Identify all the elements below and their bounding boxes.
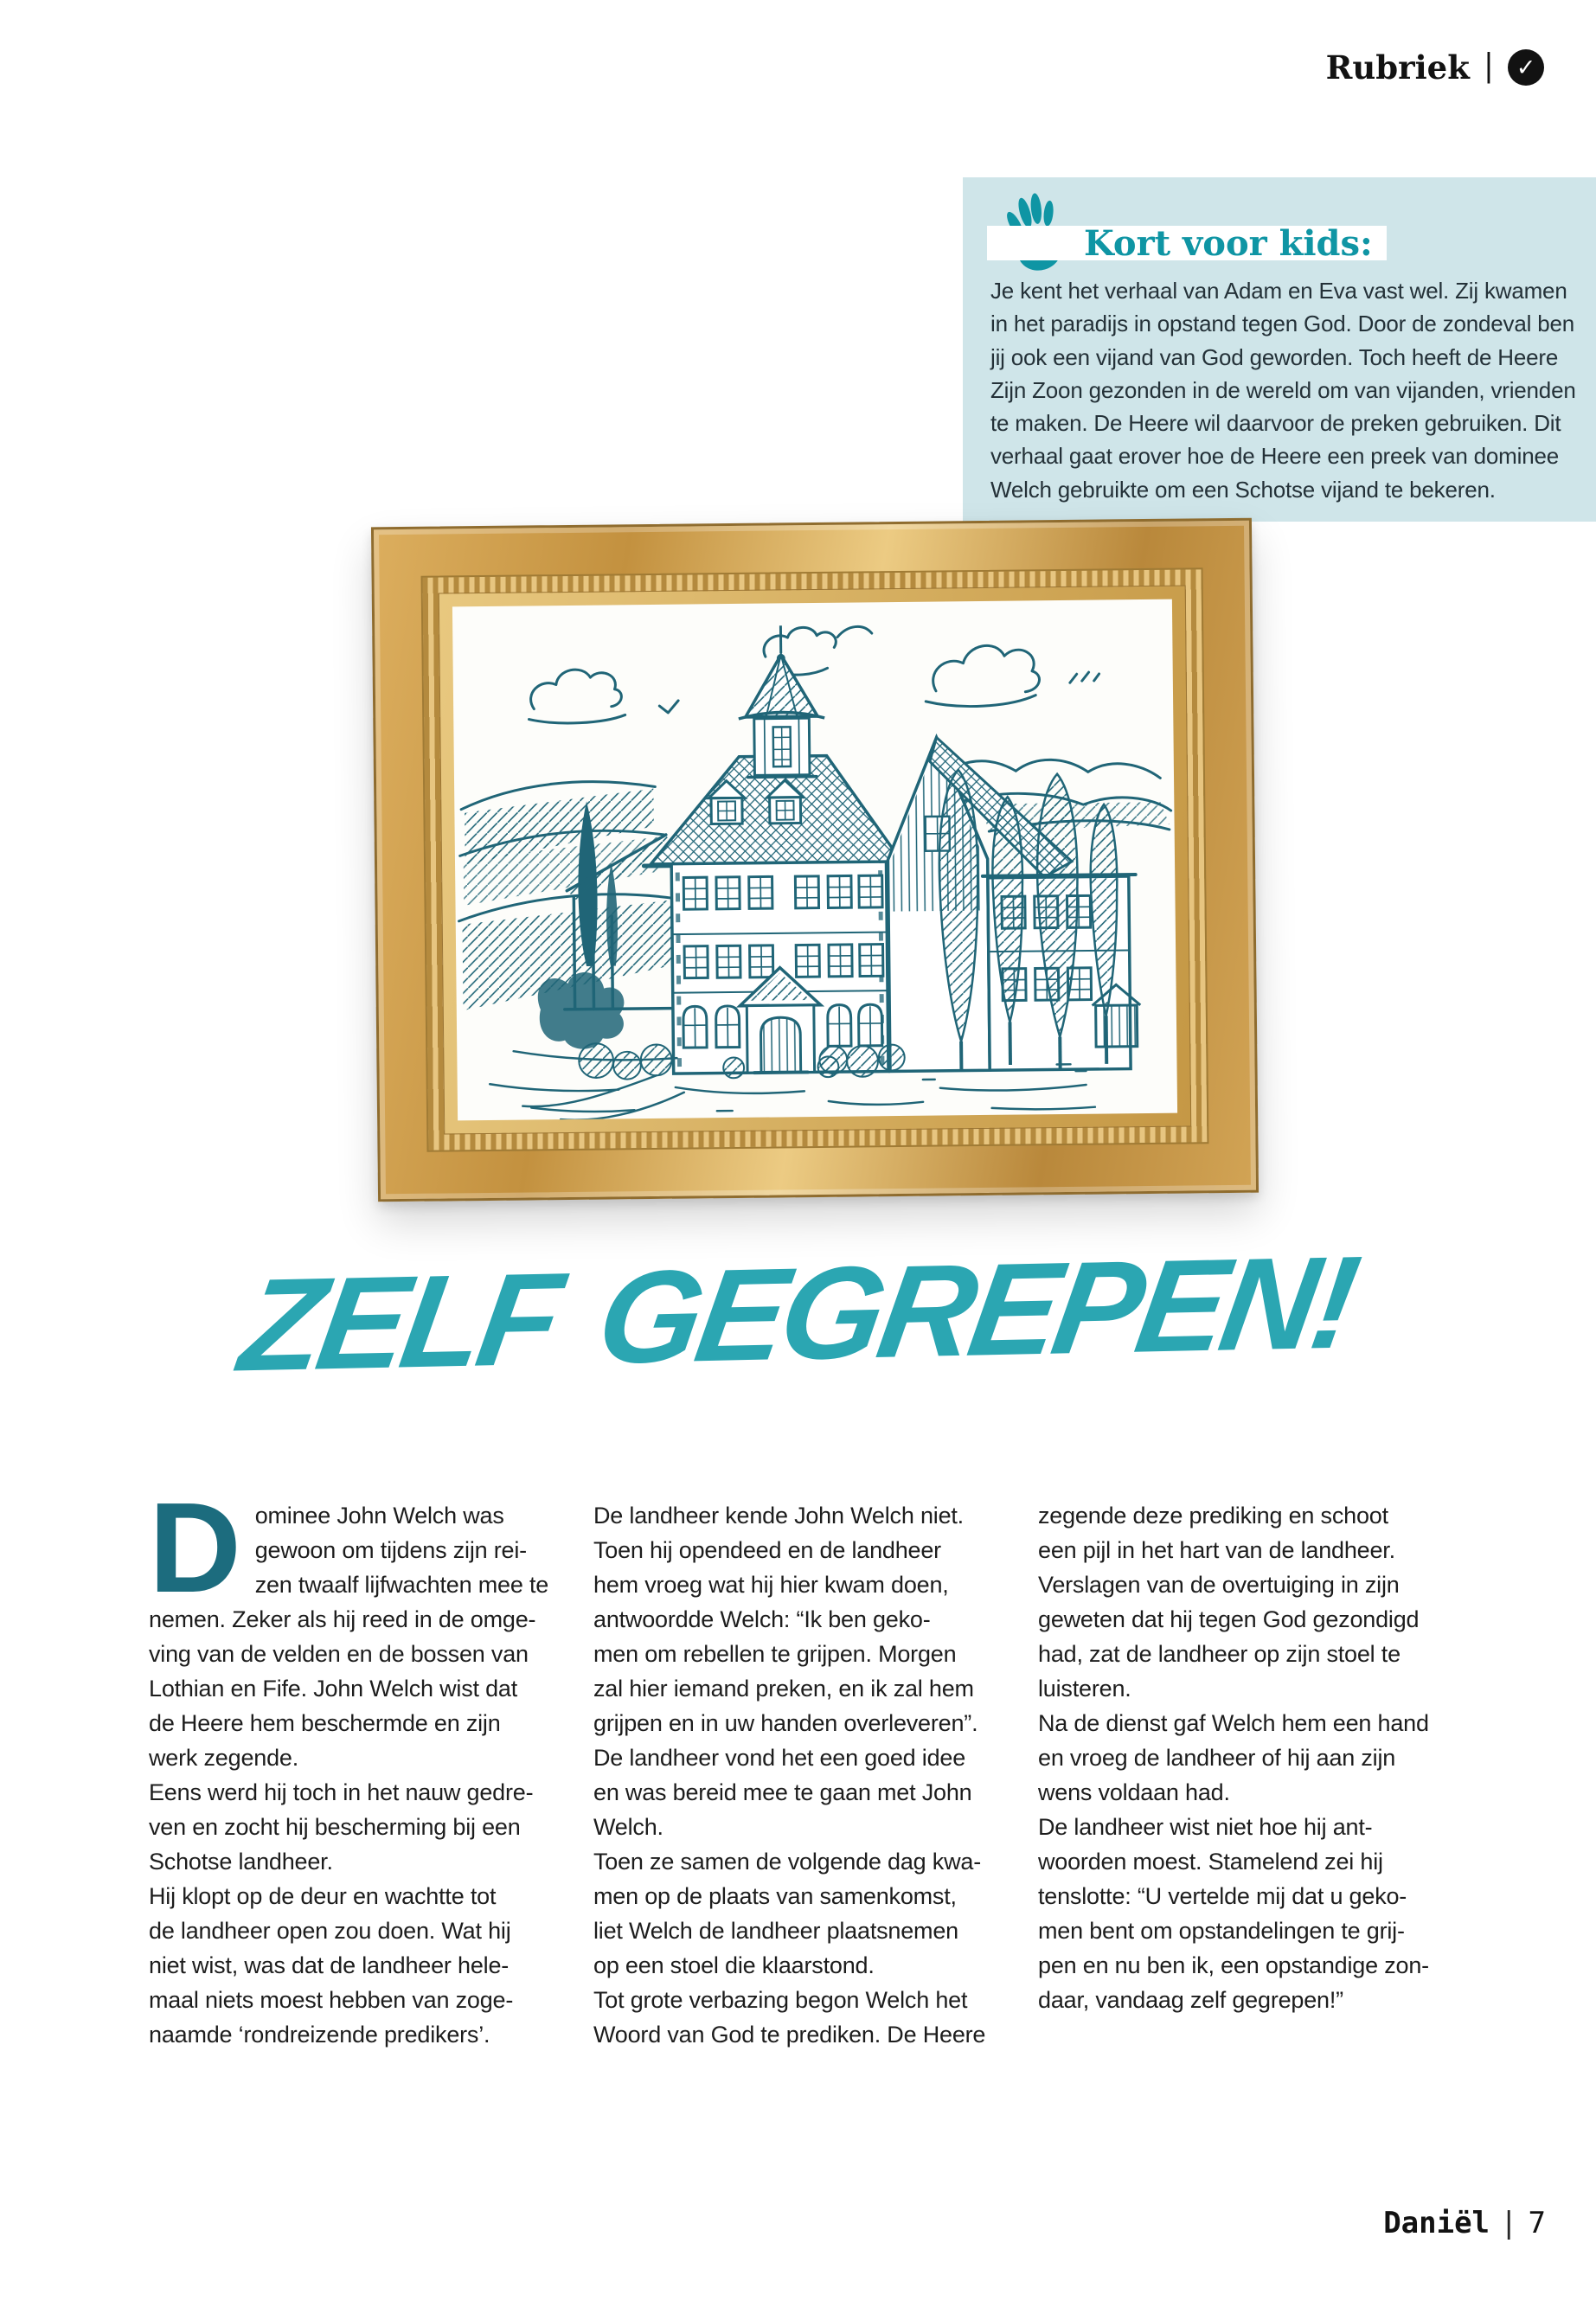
article-column-3 [1038,1498,1471,2052]
kids-box-title: Kort voor kids: [1084,222,1373,264]
kids-box [963,177,1596,522]
page-header [1326,48,1544,87]
magazine-name: Daniël [1383,2206,1490,2240]
column-3-text: zegende deze prediking en schoot een pijl in het hart van de landheer. Verslagen van de overtuiging in zijn geweten dat hij tegen God gezondigd had, zat de landheer op zijn stoel te luisteren. Na de dienst gaf Welch hem een hand en vroeg de landheer of hij aan zijn wens voldaan had. De landheer wist niet hoe hij ant- woorden moest. Stamelend zei hij tenslotte: “U vertelde mij dat u geko- men bent om opstandelingen te grij- pen en nu ben ik, een opstandige zon- daar, vandaag zelf gegrepen!” [1038,1503,1429,2013]
header-separator: | [1483,48,1494,84]
article-column-2 [593,1498,1026,2052]
dropcap: D [149,1477,241,1619]
headline: ZELF GEGREPEN! [231,1228,1365,1400]
framed-picture [452,599,1177,1121]
check-circle-icon: ✓ [1508,49,1544,86]
article-column-1 [149,1477,581,2052]
kids-box-title-strip [987,222,1387,264]
gold-picture-frame [371,518,1259,1202]
kids-box-text: Je kent het verhaal van Adam en Eva vast wel. Zij kwamen in het paradijs in opstand tegen God. Door de zondeval ben jij ook een vijand van God geworden. Toch heeft de Heere Zijn Zoon gezonden in de wereld om van vijanden, vrienden te maken. De Heere wil daarvoor de preken gebruiken. Dit verhaal gaat erover hoe de Heere een preek van dominee Welch gebruikte om een Schotse vijand te bekeren. [990,278,1576,503]
page-footer [1383,2206,1546,2240]
footer-separator: | [1500,2206,1518,2240]
rubric-label: Rubriek [1325,48,1470,87]
column-1-text: ominee John Welch was gewoon om tijdens zijn rei- zen twaalf lijfwachten mee te nemen. Zeker als hij reed in de omge- ving van de velden en de bossen van Lothian en Fife. John Welch wist dat de Heere hem beschermde en zijn werk zegende. Eens werd hij toch in het nauw gedre- ven en zocht hij bescherming bij een Schotse landheer. Hij klopt op de deur en wachtte tot de landheer open zou doen. Wat hij niet wist, was dat de landheer hele- maal niets moest hebben van zoge- naamde ‘rondreizende predikers’. [149,1503,549,2048]
article-body [149,1477,1472,2052]
column-2-text: De landheer kende John Welch niet. Toen hij opendeed en de landheer hem vroeg wat hij hier kwam doen, antwoordde Welch: “Ik ben geko- men om rebellen te grijpen. Morgen zal hier iemand preken, en ik zal hem grijpen en in uw handen overleveren”. De landheer vond het een goed idee en was bereid mee te gaan met John Welch. Toen ze samen de volgende dag kwa- men op de plaats van samenkomst, liet Welch de landheer plaatsnemen op een stoel die klaarstond. Tot grote verbazing begon Welch het Woord van God te prediken. De Heere [593,1503,986,2048]
page-number: 7 [1528,2206,1546,2240]
mansion-sketch-illustration [452,599,1177,1121]
